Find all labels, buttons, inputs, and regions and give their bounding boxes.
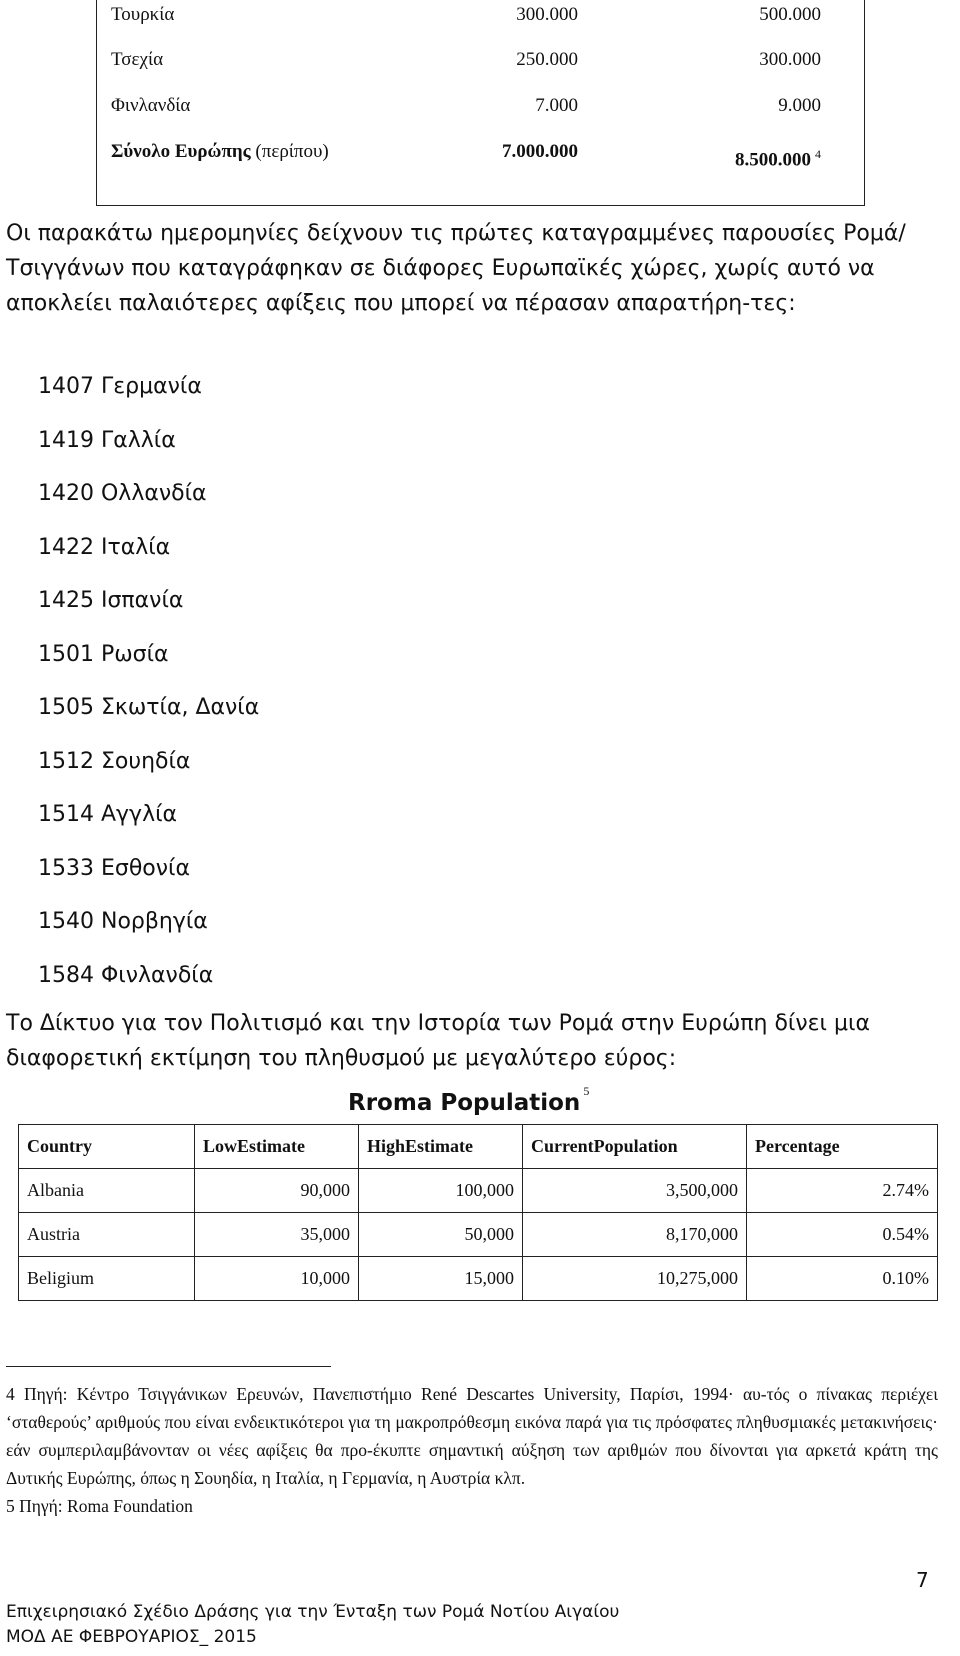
network-paragraph: Το Δίκτυο για τον Πολιτισμό και την Ιστορία των Ρομά στην Ευρώπη δίνει μια διαφορετική εκτίμηση του πληθυσμού με μεγαλύτερο εύρος:: [6, 1011, 870, 1071]
column-header: Percentage: [747, 1125, 938, 1169]
list-item: 1514 Αγγλία: [38, 802, 178, 827]
column-header: CurrentPopulation: [523, 1125, 747, 1169]
footnote-4: 4 Πηγή: Κέντρο Τσιγγάνικων Ερευνών, Πανεπιστήμιο René Descartes University, Παρίσι, 1994· αυ-τός ο πίνακας περιέχει ‘σταθερούς’ αριθμούς που είναι ενδεικτικότεροι για τη μακροπρόθεσμη εικόνα παρά για τις πρόσφατες πληθυσμιακές μετακινήσεις· εάν συμπεριλαμβάνονταν οι νέες αφίξεις θα προ-έκυπτε σημαντική αύξηση των αριθμών που δίνονται για αρκετά κράτη της Δυτικής Ευρώπης, όπως η Σουηδία, η Ιταλία, η Γερμανία, η Αυστρία κλπ.: [6, 1384, 938, 1488]
roma-table-title-text: Rroma Population: [348, 1090, 581, 1116]
total-low-cell: 7.000.000: [502, 141, 578, 162]
table-cell: 50,000: [359, 1213, 523, 1257]
table-cell: 10,275,000: [523, 1257, 747, 1301]
roma-population-table: [18, 1124, 938, 1301]
footer-document-title: Επιχειρησιακό Σχέδιο Δράσης για την Ένταξη των Ρομά Νοτίου Αιγαίου: [6, 1602, 620, 1622]
table-cell: 2.74%: [747, 1169, 938, 1213]
table-row: [19, 1169, 938, 1213]
footnote-ref-4: 4: [815, 147, 821, 161]
table-cell: 0.54%: [747, 1213, 938, 1257]
list-item: 1425 Ισπανία: [38, 588, 184, 613]
country-cell: Φινλανδία: [111, 95, 191, 116]
list-item: 1501 Ρωσία: [38, 641, 169, 667]
high-estimate-cell: 9.000: [778, 95, 821, 116]
list-item: 1422 Ιταλία: [38, 534, 171, 560]
total-high-cell: [671, 147, 821, 171]
footnote-divider: [6, 1366, 331, 1367]
total-label: [111, 141, 329, 163]
table-header-row: [19, 1125, 938, 1169]
table-cell: Austria: [19, 1213, 195, 1257]
list-item: 1420 Ολλανδία: [38, 481, 207, 506]
list-item: 1505 Σκωτία, Δανία: [38, 695, 260, 720]
intro-paragraph: Οι παρακάτω ημερομηνίες δείχνουν τις πρώτες καταγραμμένες παρουσίες Ρομά/Τσιγγάνων που καταγράφηκαν σε διάφορες Ευρωπαϊκές χώρες, χωρίς αυτό να αποκλείει παλαιότερες αφίξεις που μπορεί να πέρασαν απαρατήρη-τες:: [6, 221, 906, 316]
table-cell: 35,000: [195, 1213, 359, 1257]
list-item: 1407 Γερμανία: [38, 374, 202, 399]
total-label-bold: Σύνολο Ευρώπης: [111, 141, 251, 162]
column-header: HighEstimate: [359, 1125, 523, 1169]
first-arrivals-list: [38, 372, 259, 1014]
country-cell: Τσεχία: [111, 49, 164, 70]
list-item: 1512 Σουηδία: [38, 748, 191, 774]
table-cell: 100,000: [359, 1169, 523, 1213]
high-estimate-cell: 300.000: [759, 49, 821, 70]
table-row: [19, 1213, 938, 1257]
table-cell: Albania: [19, 1169, 195, 1213]
table-cell: Beligium: [19, 1257, 195, 1301]
table-cell: 8,170,000: [523, 1213, 747, 1257]
low-estimate-cell: 300.000: [516, 4, 578, 25]
roma-table-title: [348, 1084, 590, 1116]
footer-date: ΜΟΔ ΑΕ ΦΕΒΡΟΥΑΡΙΟΣ_ 2015: [6, 1627, 257, 1647]
table-cell: 15,000: [359, 1257, 523, 1301]
low-estimate-cell: 7.000: [535, 95, 578, 116]
footnote-5: 5 Πηγή: Roma Foundation: [6, 1496, 193, 1516]
table-row: [19, 1257, 938, 1301]
high-estimate-cell: 500.000: [759, 4, 821, 25]
list-item: 1540 Νορβηγία: [38, 909, 208, 934]
table-cell: 10,000: [195, 1257, 359, 1301]
footnote-ref-5: 5: [583, 1084, 590, 1099]
table-cell: 0.10%: [747, 1257, 938, 1301]
list-item: 1419 Γαλλία: [38, 427, 176, 453]
list-item: 1584 Φινλανδία: [38, 962, 214, 988]
total-label-rest: (περίπου): [250, 141, 329, 162]
page-number: 7: [916, 1568, 929, 1592]
population-table-continuation: [96, 0, 865, 206]
column-header: Country: [19, 1125, 195, 1169]
column-header: LowEstimate: [195, 1125, 359, 1169]
table-cell: 90,000: [195, 1169, 359, 1213]
list-item: 1533 Εσθονία: [38, 855, 190, 881]
footnotes: [6, 1380, 938, 1520]
low-estimate-cell: 250.000: [516, 49, 578, 70]
total-high-value: 8.500.000: [735, 149, 811, 171]
country-cell: Τουρκία: [111, 4, 175, 25]
table-cell: 3,500,000: [523, 1169, 747, 1213]
